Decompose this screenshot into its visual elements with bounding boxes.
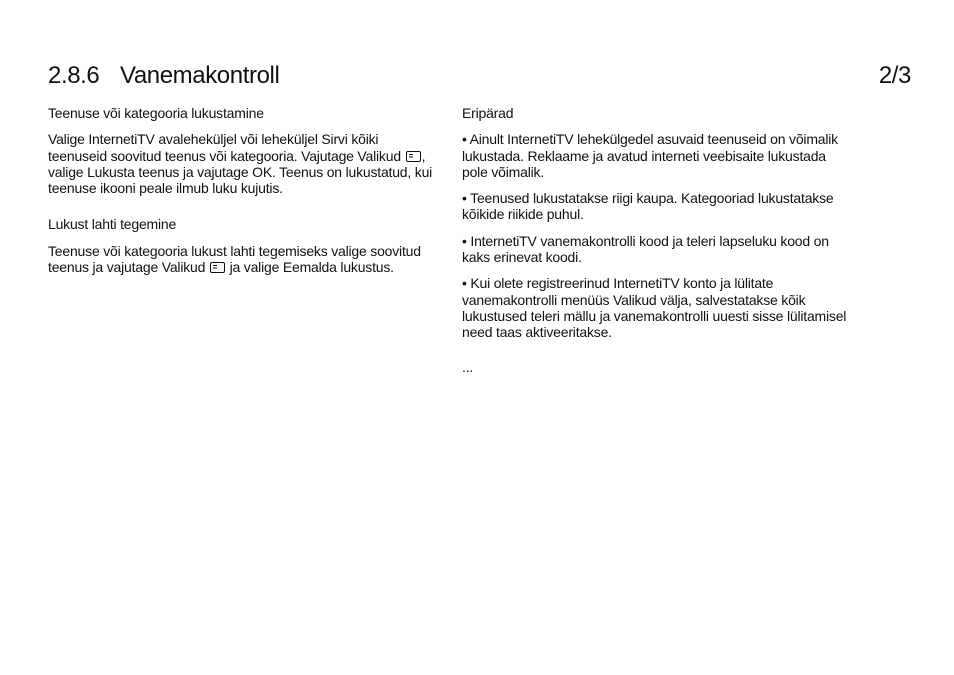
left-column	[48, 105, 440, 285]
continuation-ellipsis: ...	[462, 358, 474, 375]
unlock-text-a: Teenuse või kategooria lukust lahti tegemiseks valige soovitud teenus ja vajutage Valikud	[48, 242, 421, 276]
lock-service-text-b: , valige Lukusta teenus ja vajutage OK. Teenus on lukustatud, kui teenuse ikooni peale ilmub luku kujutis.	[48, 147, 433, 197]
lock-service-text-a: Valige InternetiTV avaleheküljel või leheküljel Sirvi kõiki teenuseid soovitud teenus või kategooria. Vajutage Valikud	[48, 131, 401, 164]
page-indicator: 2/3	[878, 62, 911, 89]
section-number: 2.8.6	[48, 62, 100, 89]
unlock-text-b: ja valige Eemalda lukustus.	[225, 259, 394, 276]
feature-bullet: • Ainult InternetiTV lehekülgedel asuvaid teenuseid on võimalik lukustada. Reklaame ja avatud interneti veebisaite lukustada pole võimalik.	[462, 131, 838, 180]
feature-bullet: • Teenused lukustatakse riigi kaupa. Kategooriad lukustatakse kõikide riikide puhul.	[462, 190, 834, 223]
page-title: Vanemakontroll	[120, 62, 280, 89]
options-menu-icon	[406, 151, 421, 162]
unlock-text	[48, 243, 440, 276]
right-column	[462, 105, 854, 375]
options-menu-icon	[210, 262, 225, 273]
lock-service-heading: Teenuse või kategooria lukustamine	[48, 105, 264, 121]
unlock-heading: Lukust lahti tegemine	[48, 216, 177, 233]
lock-service-text	[48, 131, 440, 196]
feature-bullet: • InternetiTV vanemakontrolli kood ja teleri lapseluku kood on kaks erinevat koodi.	[462, 232, 829, 266]
features-heading: Eripärad	[462, 105, 514, 121]
feature-bullet: • Kui olete registreerinud InternetiTV konto ja lülitate vanemakontrolli menüüs Valikud välja, salvestatakse kõik lukustused teleri mällu ja vanemakontrolli uuesti sisse lülitamisel need taas aktiveeritakse.	[462, 275, 847, 341]
